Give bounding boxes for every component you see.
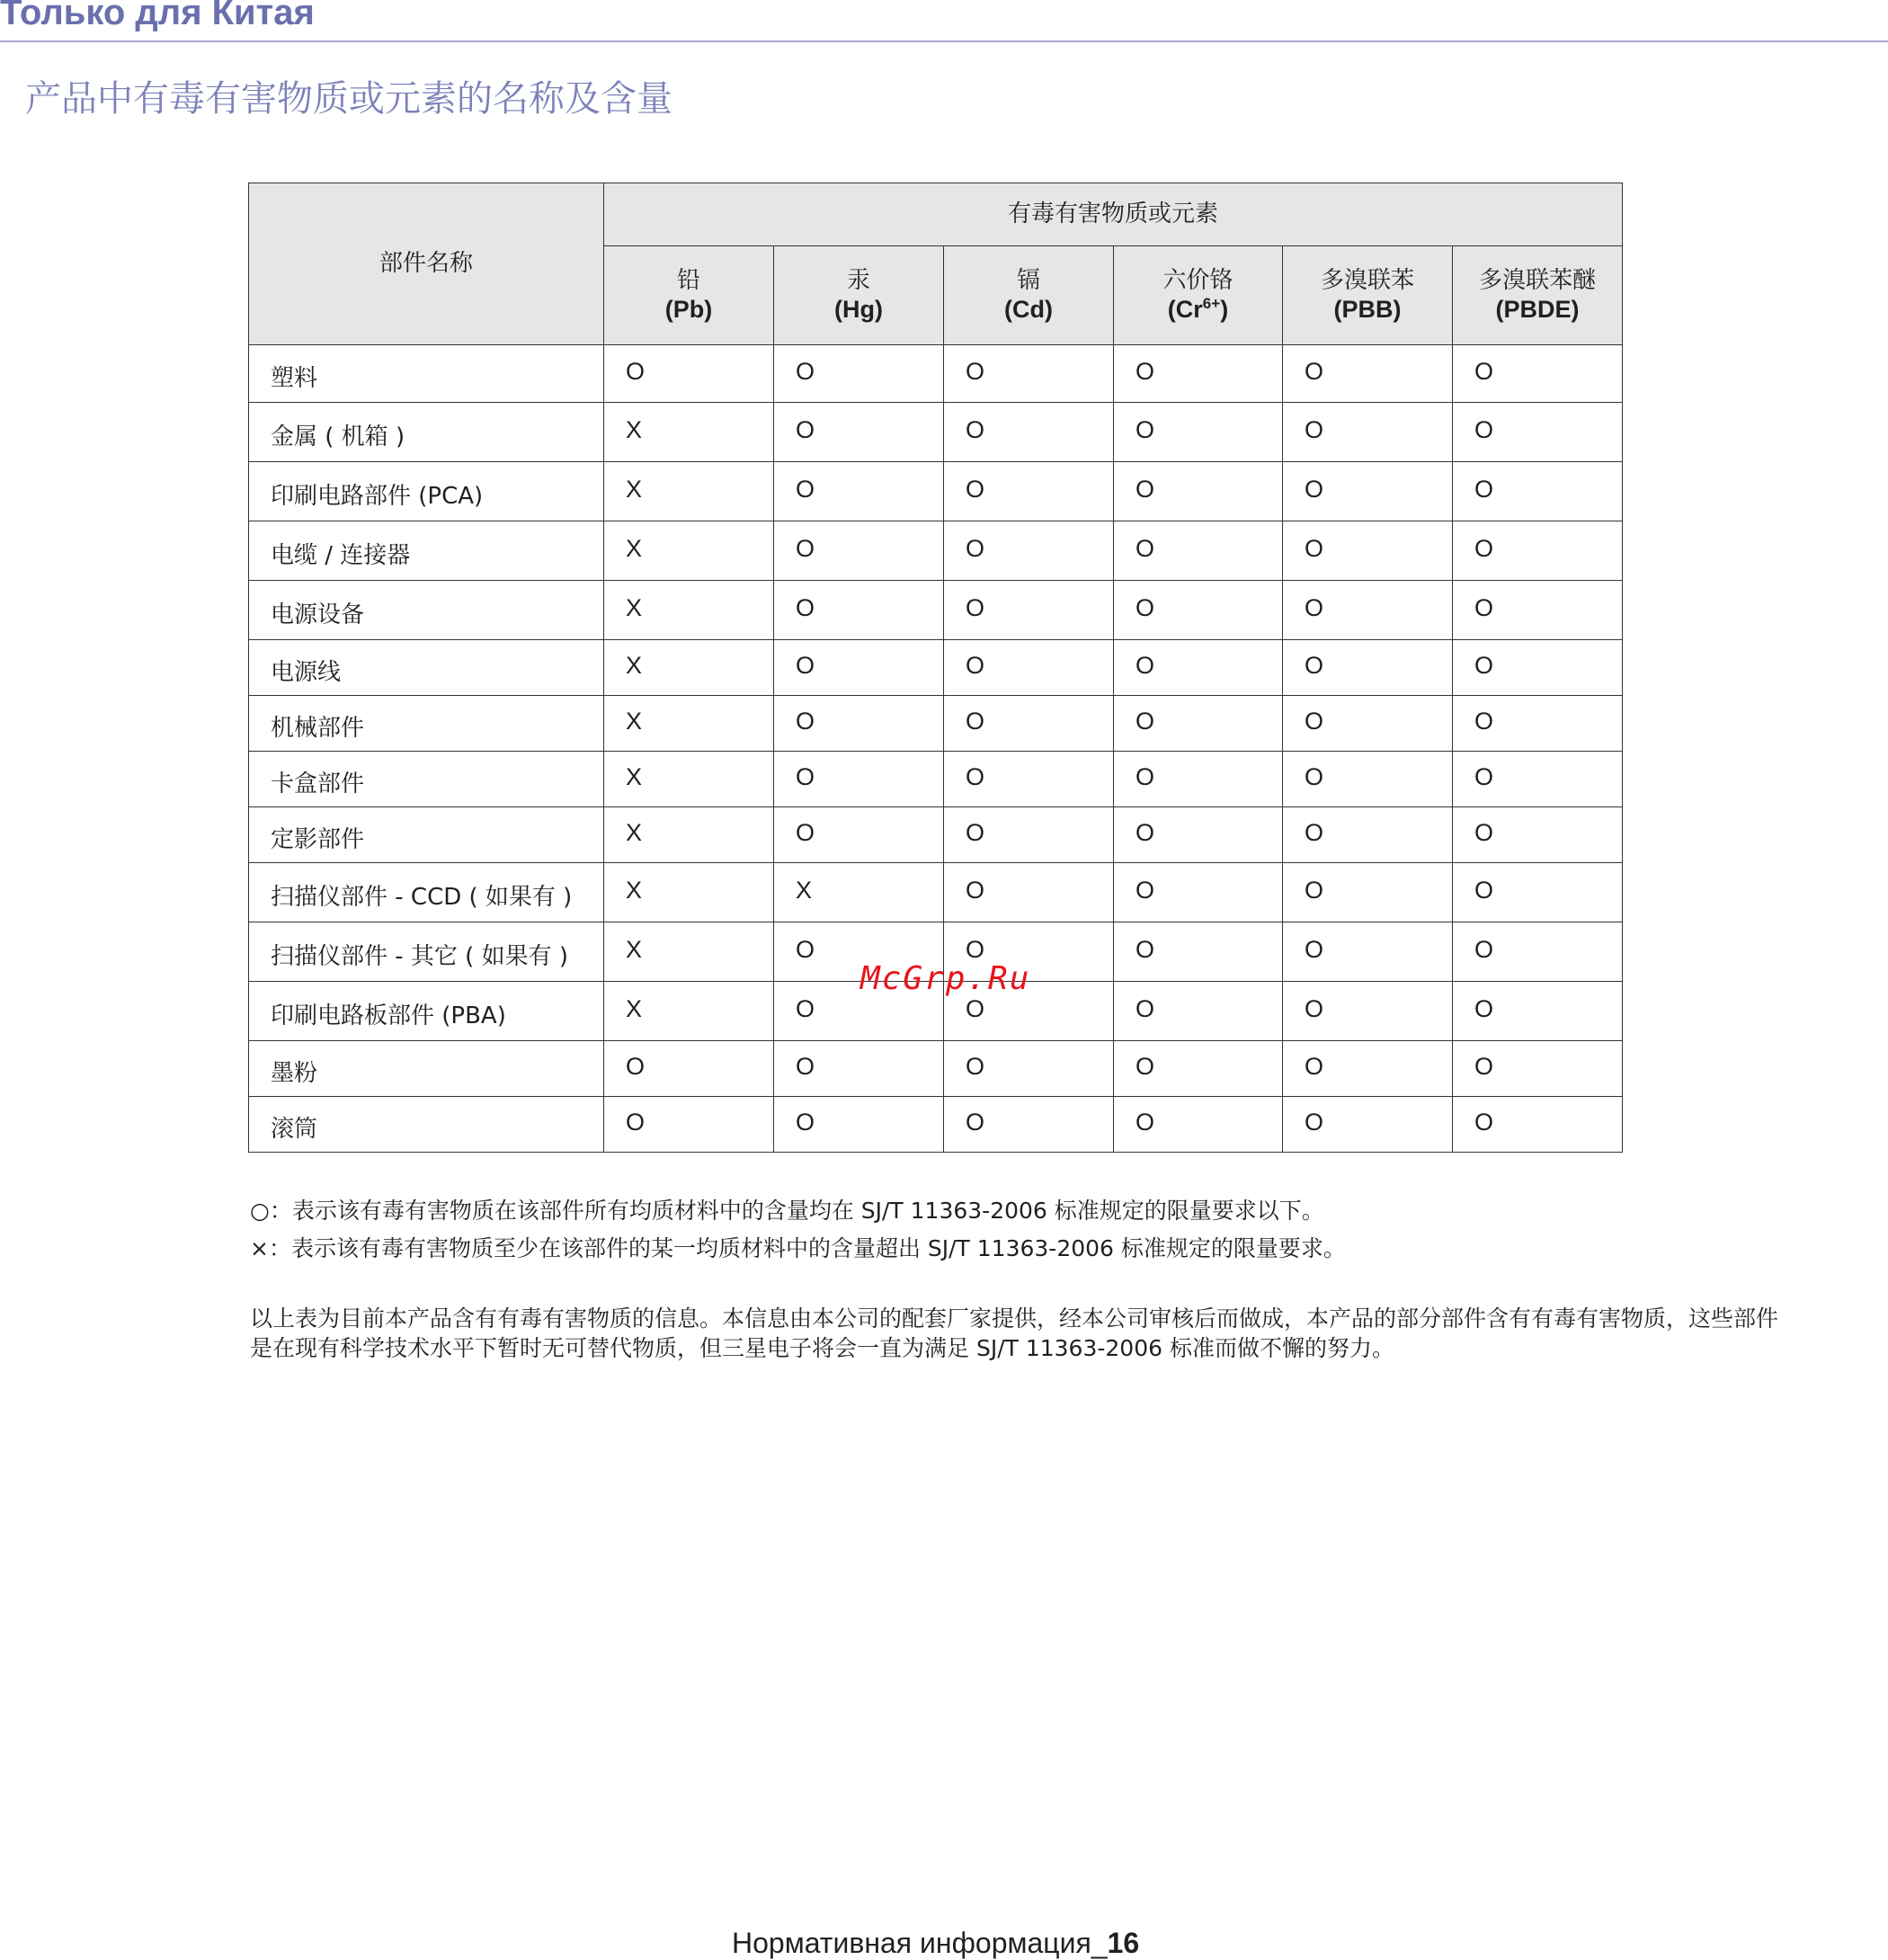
substance-name: 六价铬 [1162, 266, 1233, 294]
section-title: 产品中有毒有害物质或元素的名称及含量 [25, 78, 672, 120]
substance-mark-cell: O [944, 581, 1114, 640]
substance-mark-cell: O [1283, 696, 1453, 752]
hazardous-substances-table [248, 183, 1623, 1153]
substance-mark-cell: O [774, 752, 944, 807]
substance-mark-cell: O [1114, 863, 1283, 922]
table-row [249, 1041, 1623, 1097]
substance-mark-cell: O [1453, 696, 1623, 752]
substance-mark-cell: O [944, 403, 1114, 462]
substance-name: 镉 [1016, 266, 1040, 294]
substance-mark-cell: O [944, 863, 1114, 922]
substance-mark-cell: O [774, 807, 944, 863]
substance-mark-cell: O [1283, 521, 1453, 581]
substance-mark-cell: X [604, 581, 774, 640]
substance-mark-cell: X [604, 922, 774, 982]
table-row [249, 462, 1623, 521]
part-name-cell: 塑料 [249, 345, 604, 403]
substance-mark-cell: O [944, 982, 1114, 1041]
substance-symbol: (Hg) [834, 295, 883, 323]
substance-mark-cell: O [774, 521, 944, 581]
page-number: 16 [1107, 1927, 1140, 1959]
substance-mark-cell: O [944, 807, 1114, 863]
substance-mark-cell: O [1453, 403, 1623, 462]
substance-mark-cell: O [604, 1041, 774, 1097]
page-header: Только для Китая [0, 0, 315, 32]
part-name-cell: 卡盒部件 [249, 752, 604, 807]
substance-mark-cell: O [944, 345, 1114, 403]
page-footer [732, 1927, 1139, 1960]
substance-mark-cell: O [774, 982, 944, 1041]
substance-mark-cell: O [1283, 1041, 1453, 1097]
part-name-cell: 电源线 [249, 640, 604, 696]
table-body [249, 345, 1623, 1153]
table-row [249, 863, 1623, 922]
substance-name: 多溴联苯 [1320, 266, 1414, 294]
legend-o-note: ○：表示该有毒有害物质在该部件所有均质材料中的含量均在 SJ/T 11363-2006 标准规定的限量要求以下。 [250, 1198, 1324, 1224]
substance-mark-cell: O [1283, 922, 1453, 982]
substance-mark-cell: O [1114, 462, 1283, 521]
substance-mark-cell: O [1114, 982, 1283, 1041]
substance-mark-cell: O [1453, 1041, 1623, 1097]
substance-mark-cell: O [1453, 1097, 1623, 1153]
substance-mark-cell: O [774, 462, 944, 521]
footer-label: Нормативная информация_ [732, 1927, 1108, 1959]
substance-header-cr6 [1114, 246, 1283, 345]
part-name-cell: 电缆 / 连接器 [249, 521, 604, 581]
header-divider [0, 40, 1888, 42]
substance-mark-cell: O [1453, 345, 1623, 403]
substance-mark-cell: X [604, 982, 774, 1041]
substance-mark-cell: O [944, 696, 1114, 752]
substance-mark-cell: O [1453, 863, 1623, 922]
table-row [249, 521, 1623, 581]
substance-mark-cell: X [604, 863, 774, 922]
part-name-cell: 滚筒 [249, 1097, 604, 1153]
substance-mark-cell: O [1114, 345, 1283, 403]
part-name-cell: 金属 ( 机箱 ) [249, 403, 604, 462]
substance-name: 汞 [846, 266, 870, 294]
substance-mark-cell: X [604, 462, 774, 521]
substance-mark-cell: O [1114, 807, 1283, 863]
substance-mark-cell: O [1453, 462, 1623, 521]
substance-mark-cell: O [1283, 581, 1453, 640]
substance-mark-cell: O [944, 752, 1114, 807]
table-row [249, 1097, 1623, 1153]
part-name-cell: 墨粉 [249, 1041, 604, 1097]
substance-mark-cell: O [1453, 922, 1623, 982]
substance-header-pbb [1283, 246, 1453, 345]
watermark: McGrp.Ru [860, 960, 1031, 997]
substance-mark-cell: O [1114, 696, 1283, 752]
substance-mark-cell: O [1283, 403, 1453, 462]
substance-mark-cell: O [1453, 640, 1623, 696]
substance-symbol: (PBDE) [1495, 295, 1580, 323]
substance-mark-cell: O [1114, 752, 1283, 807]
substance-mark-cell: O [1283, 807, 1453, 863]
substance-name: 多溴联苯醚 [1479, 266, 1597, 294]
substance-mark-cell: X [604, 696, 774, 752]
substance-mark-cell: O [1114, 581, 1283, 640]
substance-mark-cell: O [1114, 1041, 1283, 1097]
legend-notes [250, 1192, 1346, 1268]
substance-mark-cell: O [774, 922, 944, 982]
substance-mark-cell: O [1114, 521, 1283, 581]
part-name-cell: 机械部件 [249, 696, 604, 752]
substance-mark-cell: O [774, 696, 944, 752]
table-row [249, 752, 1623, 807]
substance-mark-cell: O [944, 1041, 1114, 1097]
substance-mark-cell: X [604, 807, 774, 863]
substance-mark-cell: O [1283, 345, 1453, 403]
substance-mark-cell: X [774, 863, 944, 922]
substance-name: 铅 [676, 266, 700, 294]
table-row [249, 696, 1623, 752]
part-name-cell: 扫描仪部件 - CCD ( 如果有 ) [249, 863, 604, 922]
substance-mark-cell: O [1114, 640, 1283, 696]
substance-header-pbde [1453, 246, 1623, 345]
substance-mark-cell: O [774, 581, 944, 640]
substance-mark-cell: X [604, 752, 774, 807]
substance-symbol: (Pb) [664, 295, 713, 323]
substance-mark-cell: O [944, 521, 1114, 581]
substance-mark-cell: O [604, 1097, 774, 1153]
substance-header-pb [604, 246, 774, 345]
substance-mark-cell: O [1453, 982, 1623, 1041]
substance-mark-cell: X [604, 640, 774, 696]
substance-mark-cell: O [774, 1041, 944, 1097]
substance-mark-cell: O [774, 403, 944, 462]
substance-mark-cell: O [604, 345, 774, 403]
substance-mark-cell: O [1283, 982, 1453, 1041]
substances-group-header: 有毒有害物质或元素 [604, 183, 1623, 246]
part-name-cell: 定影部件 [249, 807, 604, 863]
substance-mark-cell: O [1283, 752, 1453, 807]
substance-mark-cell: O [1114, 1097, 1283, 1153]
substance-symbol: (Cd) [1004, 295, 1053, 323]
substance-mark-cell: O [774, 1097, 944, 1153]
table-row [249, 640, 1623, 696]
substance-mark-cell: O [1114, 403, 1283, 462]
legend-x-note: ×：表示该有毒有害物质至少在该部件的某一均质材料中的含量超出 SJ/T 11363-2006 标准规定的限量要求。 [250, 1235, 1346, 1261]
substance-mark-cell: O [774, 345, 944, 403]
table-row [249, 807, 1623, 863]
substance-mark-cell: X [604, 521, 774, 581]
substance-mark-cell: O [1114, 922, 1283, 982]
substance-mark-cell: O [1283, 863, 1453, 922]
substance-mark-cell: O [1283, 1097, 1453, 1153]
substance-mark-cell: O [1283, 462, 1453, 521]
substance-header-hg [774, 246, 944, 345]
part-name-cell: 印刷电路板部件 (PBA) [249, 982, 604, 1041]
substance-mark-cell: O [944, 1097, 1114, 1153]
substance-mark-cell: O [944, 640, 1114, 696]
substance-header-cd [944, 246, 1114, 345]
substance-mark-cell: O [944, 462, 1114, 521]
part-name-cell: 印刷电路部件 (PCA) [249, 462, 604, 521]
substance-mark-cell: O [944, 922, 1114, 982]
part-name-cell: 电源设备 [249, 581, 604, 640]
substance-mark-cell: O [1453, 581, 1623, 640]
substance-symbol: $(Cr^{6+})$ [1167, 294, 1229, 323]
table-row [249, 403, 1623, 462]
part-name-cell: 扫描仪部件 - 其它 ( 如果有 ) [249, 922, 604, 982]
table-row [249, 581, 1623, 640]
substance-mark-cell: O [1453, 807, 1623, 863]
substance-mark-cell: O [774, 640, 944, 696]
part-name-header: 部件名称 [249, 183, 604, 345]
substance-mark-cell: O [1283, 640, 1453, 696]
substance-symbol: (PBB) [1333, 295, 1402, 323]
substance-mark-cell: X [604, 403, 774, 462]
disclosure-statement: 以上表为目前本产品含有有毒有害物质的信息。本信息由本公司的配套厂家提供，经本公司审核后而做成，本产品的部分部件含有有毒有害物质，这些部件是在现有科学技术水平下暂时无可替代物质，但三星电子将会一直为满足 SJ/T 11363-2006 标准而做不懈的努力。 [250, 1305, 1779, 1361]
table-row [249, 345, 1623, 403]
substance-mark-cell: O [1453, 752, 1623, 807]
substance-mark-cell: O [1453, 521, 1623, 581]
